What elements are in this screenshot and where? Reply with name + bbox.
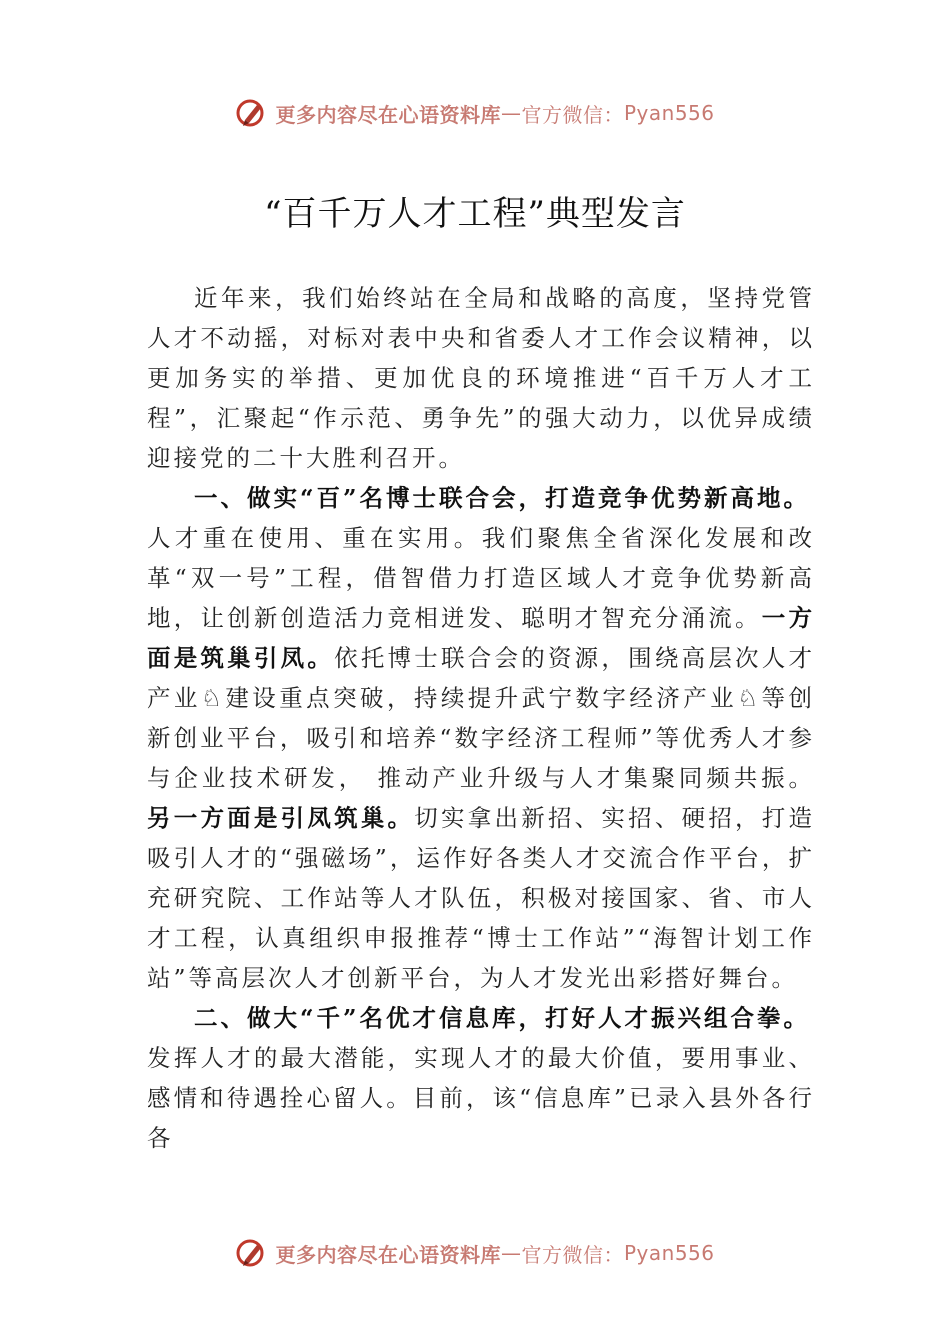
watermark-text: 更多内容尽在心语资料库 (275, 1242, 501, 1267)
watermark-wechat-label: 官方微信： (521, 1242, 624, 1267)
watermark-separator: — (500, 101, 522, 125)
section-2-paragraph: 发挥人才的最大潜能，实现人才的最大价值，要用事业、感情和待遇拴心留人。目前，该“信息库”已录入县外各行各 (147, 1044, 815, 1152)
section-1-text-a: 人才重在使用、重在实用。我们聚焦全省深化发展和改革“双一号”工程，借智借力打造区域人才竞争优势新高地，让创新创造活力竞相迸发、聪明才智充分涌流。 (147, 524, 815, 632)
section-1-subheading-a: 一方面是筑巢引凤。 (147, 604, 816, 672)
section-1-heading: 一、做实“百”名博士联合会，打造竞争优势新高地。 (194, 484, 811, 512)
watermark-wechat-id: Pyan556 (623, 101, 715, 125)
watermark-wechat-label: 官方微信： (521, 102, 624, 127)
footer-watermark (0, 1236, 950, 1270)
section-1-subheading-b: 另一方面是引凤筑巢。 (147, 804, 415, 832)
document-body (147, 278, 815, 1158)
section-1-text-b: 依托博士联合会的资源，围绕高层次人才产业♘建设重点突破，持续提升武宁数字经济产业♘等创新创业平台，吸引和培养“数字经济工程师”等优秀人才参与企业技术研发， 推动产业升级与人才集聚同频共振。 (147, 644, 816, 792)
document-title: “百千万人才工程”典型发言 (264, 194, 686, 234)
header-watermark (0, 96, 950, 130)
pen-logo-icon (235, 1236, 269, 1270)
section-1-text-c: 切实拿出新招、实招、硬招，打造吸引人才的“强磁场”，运作好各类人才交流合作平台，扩充研究院、工作站等人才队伍，积极对接国家、省、市人才工程，认真组织申报推荐“博士工作站”“海智计划工作站”等高层次人才创新平台，为人才发光出彩搭好舞台。 (147, 804, 816, 992)
section-2-heading: 二、做大“千”名优才信息库，打好人才振兴组合拳。 (194, 1004, 811, 1032)
watermark-separator: — (500, 1241, 522, 1265)
pen-logo-icon (235, 96, 269, 130)
section-1-paragraph (147, 518, 815, 998)
intro-paragraph: 近年来，我们始终站在全局和战略的高度，坚持党管人才不动摇，对标对表中央和省委人才工作会议精神，以更加务实的举措、更加优良的环境推进“百千万人才工程”，汇聚起“作示范、勇争先”的强大动力，以优异成绩迎接党的二十大胜利召开。 (147, 284, 815, 472)
watermark-text: 更多内容尽在心语资料库 (275, 102, 501, 127)
watermark-wechat-id: Pyan556 (623, 1241, 715, 1265)
